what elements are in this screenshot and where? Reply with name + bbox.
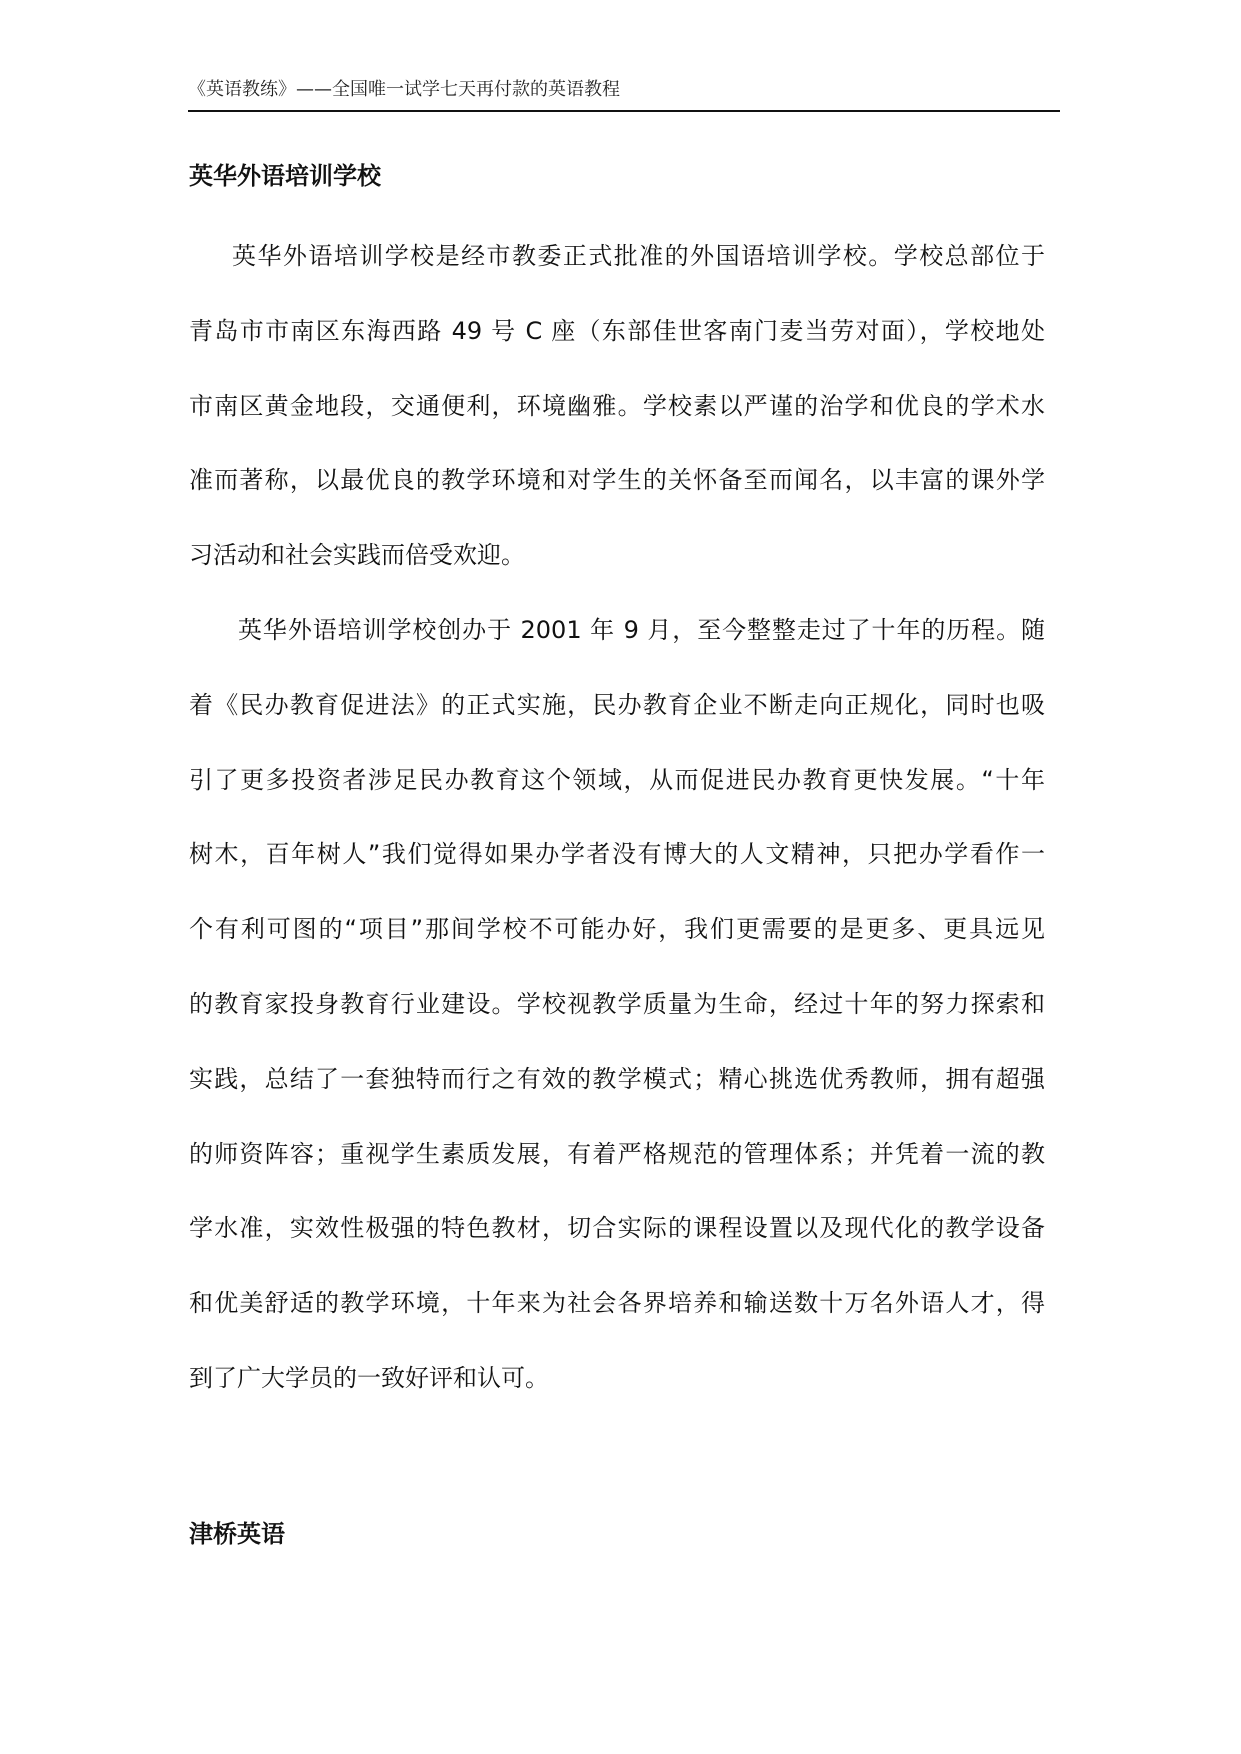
paragraph-line: 的师资阵容；重视学生素质发展，有着严格规范的管理体系；并凭着一流的教 xyxy=(189,1140,1045,1168)
paragraph-line: 市南区黄金地段，交通便利，环境幽雅。学校素以严谨的治学和优良的学术水 xyxy=(189,392,1045,420)
section-title-yinghua: 英华外语培训学校 xyxy=(189,162,381,190)
paragraph-line: 着《民办教育促进法》的正式实施，民办教育企业不断走向正规化，同时也吸 xyxy=(189,691,1045,719)
paragraph-line: 准而著称，以最优良的教学环境和对学生的关怀备至而闻名，以丰富的课外学 xyxy=(189,466,1045,494)
paragraph-line: 英华外语培训学校是经市教委正式批准的外国语培训学校。学校总部位于 xyxy=(232,242,1045,270)
paragraph-line: 习活动和社会实践而倍受欢迎。 xyxy=(189,541,525,569)
header-text: 《英语教练》——全国唯一试学七天再付款的英语教程 xyxy=(188,79,620,100)
section-title-jinqiao: 津桥英语 xyxy=(189,1520,285,1548)
paragraph-line: 学水准，实效性极强的特色教材，切合实际的课程设置以及现代化的教学设备 xyxy=(189,1214,1045,1242)
paragraph-line: 实践，总结了一套独特而行之有效的教学模式；精心挑选优秀教师，拥有超强 xyxy=(189,1065,1045,1093)
paragraph-line: 树木，百年树人”我们觉得如果办学者没有博大的人文精神，只把办学看作一 xyxy=(189,840,1045,868)
paragraph-line: 到了广大学员的一致好评和认可。 xyxy=(189,1364,549,1392)
paragraph-line: 个有利可图的“项目”那间学校不可能办好，我们更需要的是更多、更具远见 xyxy=(189,915,1045,943)
paragraph-line: 引了更多投资者涉足民办教育这个领域，从而促进民办教育更快发展。“十年 xyxy=(189,766,1045,794)
paragraph-line: 和优美舒适的教学环境，十年来为社会各界培养和输送数十万名外语人才，得 xyxy=(189,1289,1045,1317)
paragraph-line: 英华外语培训学校创办于 2001 年 9 月，至今整整走过了十年的历程。随 xyxy=(238,616,1045,644)
paragraph-line: 青岛市市南区东海西路 49 号 C 座（东部佳世客南门麦当劳对面），学校地处 xyxy=(189,317,1045,345)
page-header xyxy=(188,74,1060,112)
paragraph-line: 的教育家投身教育行业建设。学校视教学质量为生命，经过十年的努力探索和 xyxy=(189,990,1045,1018)
